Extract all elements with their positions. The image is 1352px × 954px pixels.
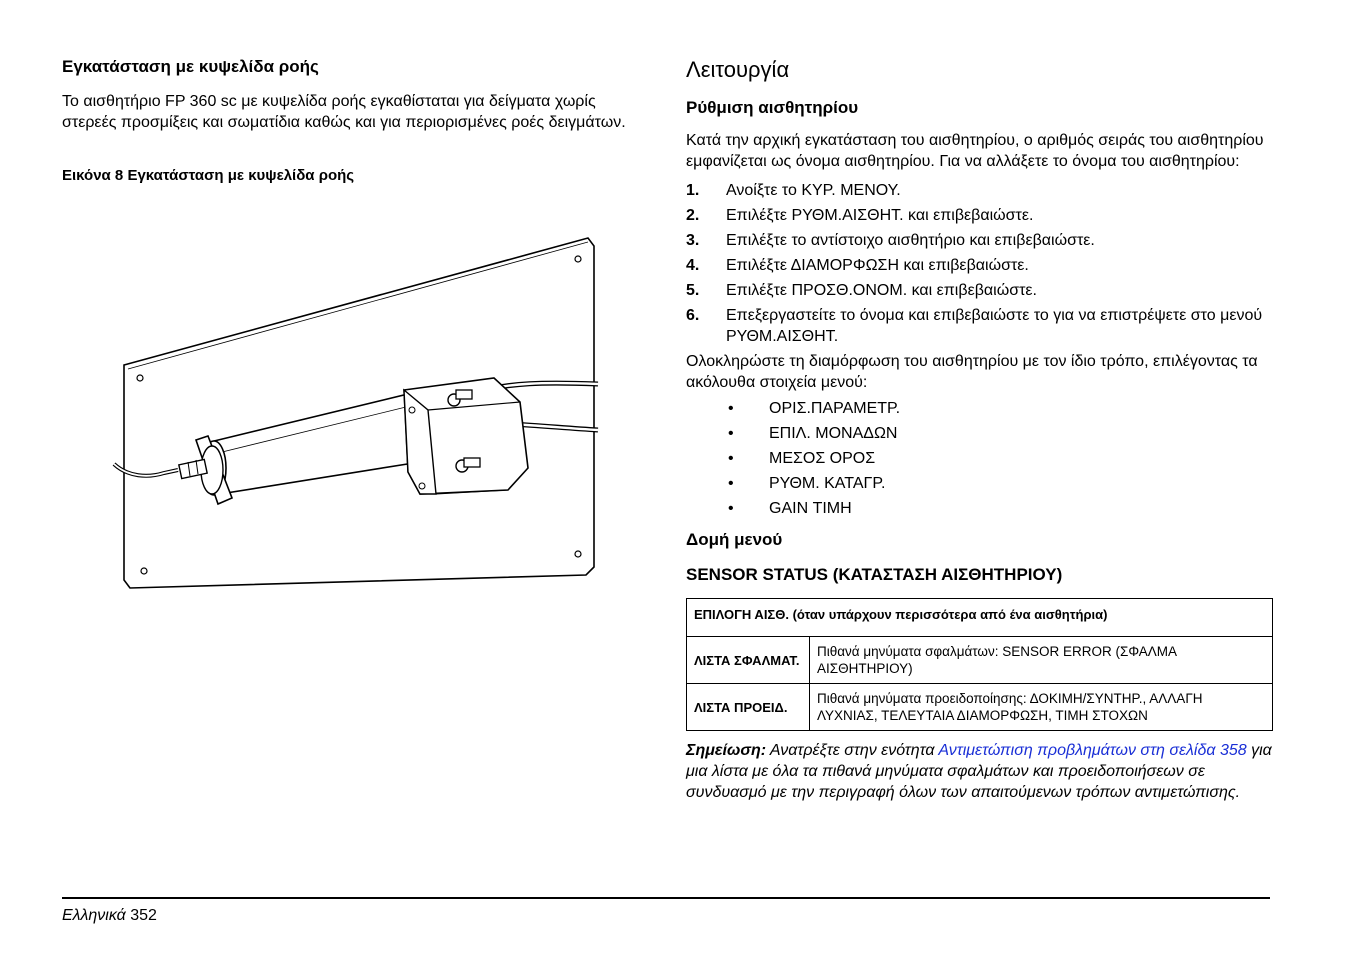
menu-items-list: [686, 398, 1276, 519]
table-row: [687, 637, 1273, 684]
table-cell-value: Πιθανά μηνύματα προειδοποίησης: ΔΟΚΙΜΗ/ΣΥΝΤΗΡ., ΑΛΛΑΓΗ ΛΥΧΝΙΑΣ, ΤΕΛΕΥΤΑΙΑ ΔΙΑΜΟΡΦΩΣΗ, ΤΙΜΗ ΣΤΟΧΩΝ: [810, 684, 1273, 731]
table-cell-value: Πιθανά μηνύματα σφαλμάτων: SENSOR ERROR (ΣΦΑΛΜΑ ΑΙΣΘΗΤΗΡΙΟΥ): [810, 637, 1273, 684]
list-item: • ΜΕΣΟΣ ΟΡΟΣ: [728, 450, 876, 467]
list-item: • ΟΡΙΣ.ΠΑΡΑΜΕΤΡ.: [728, 400, 901, 417]
list-item: 2. Επιλέξτε ΡΥΘΜ.ΑΙΣΘΗΤ. και επιβεβαιώστε.: [686, 207, 1034, 224]
section-heading-sensor-setup: Ρύθμιση αισθητηρίου: [686, 98, 859, 117]
list-item: 3. Επιλέξτε το αντίστοιχο αισθητήριο και επιβεβαιώστε.: [686, 232, 1095, 249]
footer-divider: [62, 897, 1270, 899]
footer-language: Ελληνικά: [62, 907, 126, 924]
list-item: • ΡΥΘΜ. ΚΑΤΑΓΡ.: [728, 475, 886, 492]
list-item: 6. Επεξεργαστείτε το όνομα και επιβεβαιώστε το για να επιστρέψετε στο μενού ΡΥΘΜ.ΑΙΣΘΗΤ.: [686, 307, 1263, 345]
after-steps-paragraph: Ολοκληρώστε τη διαμόρφωση του αισθητηρίου με τον ίδιο τρόπο, επιλέγοντας τα ακόλουθα στοιχεία μενού:: [686, 353, 1258, 391]
steps-list: [686, 180, 1276, 347]
section-heading-flow-cell: Εγκατάσταση με κυψελίδα ροής: [62, 57, 319, 76]
troubleshooting-link[interactable]: Αντιμετώπιση προβλημάτων στη σελίδα 358: [938, 742, 1247, 759]
right-column: [686, 56, 1276, 803]
table-cell-key: ΛΙΣΤΑ ΠΡΟΕΙΔ.: [687, 684, 810, 731]
table-row: [687, 599, 1273, 637]
note-paragraph: Σημείωση: Ανατρέξτε στην ενότητα Αντιμετώπιση προβλημάτων στη σελίδα 358 για μια λίστα με όλα τα πιθανά μηνύματα σφαλμάτων και προειδοποιήσεων σε συνδυασμό με την περιγραφή όλων των απαιτούμενων τρόπων αντιμετώπισης.: [686, 742, 1272, 801]
page-number: 352: [130, 907, 157, 924]
list-item: • GAIN ΤΙΜΗ: [728, 500, 852, 517]
table-row: [687, 684, 1273, 731]
page-title: Λειτουργία: [686, 57, 790, 82]
section-heading-menu-structure: Δομή μενού: [686, 530, 783, 549]
list-item: • ΕΠΙΛ. ΜΟΝΑΔΩΝ: [728, 425, 898, 442]
page-footer: [62, 907, 157, 925]
list-item: 4. Επιλέξτε ΔΙΑΜΟΡΦΩΣΗ και επιβεβαιώστε.: [686, 257, 1029, 274]
sensor-setup-intro: Κατά την αρχική εγκατάσταση του αισθητηρίου, ο αριθμός σειράς του αισθητηρίου εμφανίζεται ως όνομα αισθητηρίου. Για να αλλάξετε το όνομα του αισθητηρίου:: [686, 132, 1264, 170]
sensor-status-table: [686, 598, 1273, 731]
list-item: 1. Ανοίξτε το ΚΥΡ. ΜΕΝΟΥ.: [686, 182, 901, 199]
section-heading-sensor-status: SENSOR STATUS (ΚΑΤΑΣΤΑΣΗ ΑΙΣΘΗΤΗΡΙΟΥ): [686, 565, 1063, 584]
table-header: ΕΠΙΛΟΓΗ ΑΙΣΘ. (όταν υπάρχουν περισσότερα από ένα αισθητήρια): [687, 599, 1273, 637]
list-item: 5. Επιλέξτε ΠΡΟΣΘ.ΟΝΟΜ. και επιβεβαιώστε.: [686, 282, 1037, 299]
figure-caption: Εικόνα 8 Εγκατάσταση με κυψελίδα ροής: [62, 167, 355, 184]
flow-cell-paragraph: Το αισθητήριο FP 360 sc με κυψελίδα ροής εγκαθίσταται για δείγματα χωρίς στερεές προσμίξεις και σωματίδια καθώς και για περιορισμένες ροές δειγμάτων.: [62, 93, 626, 131]
note-label: Σημείωση:: [686, 742, 767, 759]
table-cell-key: ΛΙΣΤΑ ΣΦΑΛΜΑΤ.: [687, 637, 810, 684]
flow-cell-installation-figure: [108, 232, 608, 592]
left-column: [62, 56, 632, 186]
